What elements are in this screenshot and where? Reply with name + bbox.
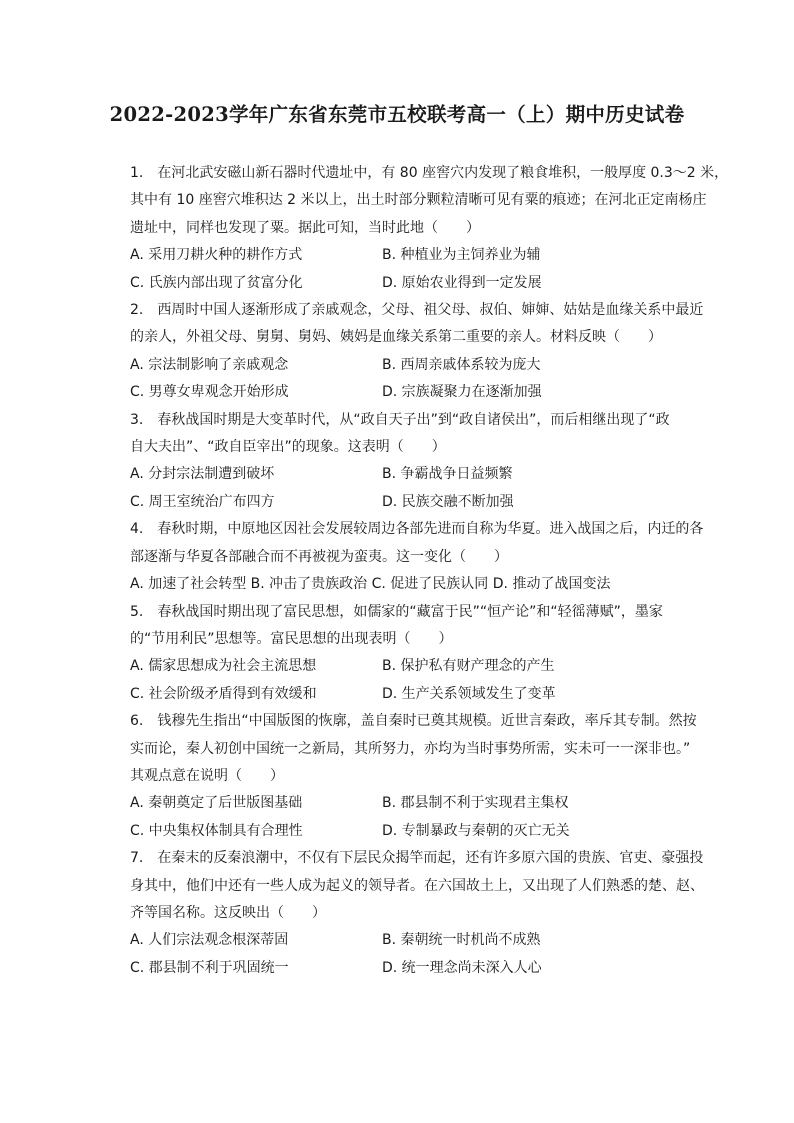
question-2-line-2: 的亲人，外祖父母、舅舅、舅妈、姨妈是血缘关系第二重要的亲人。材料反映（ ） (130, 329, 662, 346)
option-c[interactable]: C. 周王室统治广布四方 (130, 493, 275, 510)
option-c[interactable]: C. 郡县制不利于巩固统一 (130, 959, 289, 976)
option-a[interactable]: A. 分封宗法制遭到破坏 (130, 466, 275, 483)
question-6 (130, 708, 700, 790)
question-1-line-3: 遗址中，同样也发现了粟。据此可知，当时此地（ ） (130, 219, 480, 236)
question-3 (130, 407, 700, 462)
question-5-line-2: 的“节用利民”思想等。富民思想的出现表明（ ） (130, 630, 453, 647)
question-6-line-1: 6. 钱穆先生指出“中国版图的恢廓，盖自秦时已奠其规模。近世言秦政，率斥其专制。然按 (130, 713, 697, 730)
question-4 (130, 516, 704, 571)
option-c[interactable]: C. 男尊女卑观念开始形成 (130, 384, 289, 401)
question-list (130, 160, 729, 982)
question-6-line-2: 实而论，秦人初创中国统一之新局，其所努力，亦均为当时事势所需，实未可一一深非也。” (130, 740, 691, 757)
question-4-line-2: 部逐渐与华夏各部融合而不再被视为蛮夷。这一变化（ ） (130, 548, 508, 565)
option-a[interactable]: A. 采用刀耕火种的耕作方式 (130, 247, 303, 264)
option-d[interactable]: D. 宗族凝聚力在逐渐加强 (382, 384, 542, 401)
question-4-options[interactable]: A. 加速了社会转型 B. 冲击了贵族政治 C. 促进了民族认同 D. 推动了战国变法 (130, 576, 611, 593)
option-a[interactable]: A. 宗法制影响了亲戚观念 (130, 356, 289, 373)
question-5-line-1: 5. 春秋战国时期出现了富民思想，如儒家的“藏富于民”“恒产论”和“轻徭薄赋”，墨家 (130, 603, 663, 620)
question-7-line-3: 齐等国名称。这反映出（ ） (130, 904, 326, 921)
option-b[interactable]: B. 种植业为主饲养业为辅 (382, 247, 541, 264)
question-2-line-1: 2. 西周时中国人逐渐形成了亲戚观念，父母、祖父母、叔伯、婶婶、姑姑是血缘关系中最近 (130, 302, 704, 319)
question-7-line-2: 身其中，他们中还有一些人成为起义的领导者。在六国故土上，又出现了人们熟悉的楚、赵、 (130, 877, 704, 894)
option-d[interactable]: D. 生产关系领域发生了变革 (382, 685, 556, 702)
option-b[interactable]: B. 保护私有财产理念的产生 (382, 658, 555, 675)
option-b[interactable]: B. 郡县制不利于实现君主集权 (382, 795, 569, 812)
option-d[interactable]: D. 民族交融不断加强 (382, 493, 514, 510)
question-7-options (130, 927, 700, 982)
question-5 (130, 599, 700, 654)
question-1-options (130, 242, 700, 297)
question-7-line-1: 7. 在秦末的反秦浪潮中，不仅有下层民众揭竿而起，还有许多原六国的贵族、官吏、豪强投 (130, 850, 704, 867)
option-d[interactable]: D. 专制暴政与秦朝的灭亡无关 (382, 822, 570, 839)
question-1-line-1: 1. 在河北武安磁山新石器时代遗址中，有 80 座窖穴内发现了粮食堆积，一般厚度 0.3～2 米， (130, 165, 729, 181)
option-c[interactable]: C. 中央集权体制具有合理性 (130, 822, 303, 839)
question-6-line-3: 其观点意在说明（ ） (130, 767, 284, 784)
option-a[interactable]: A. 秦朝奠定了后世版图基础 (130, 795, 303, 812)
question-3-line-2: 自大夫出”、“政自臣宰出”的现象。这表明（ ） (130, 439, 446, 456)
question-2-options (130, 352, 700, 407)
option-c[interactable]: C. 氏族内部出现了贫富分化 (130, 274, 303, 291)
option-b[interactable]: B. 秦朝统一时机尚不成熟 (382, 932, 541, 949)
question-3-options (130, 461, 700, 516)
option-c[interactable]: C. 社会阶级矛盾得到有效缓和 (130, 685, 317, 702)
option-b[interactable]: B. 争霸战争日益频繁 (382, 466, 513, 483)
option-b[interactable]: B. 西周亲戚体系较为庞大 (382, 356, 541, 373)
option-d[interactable]: D. 统一理念尚未深入人心 (382, 959, 542, 976)
option-a[interactable]: A. 人们宗法观念根深蒂固 (130, 932, 289, 949)
question-1 (130, 160, 729, 242)
page-title: 2022-2023学年广东省东莞市五校联考高一（上）期中历史试卷 (109, 103, 685, 126)
question-3-line-1: 3. 春秋战国时期是大变革时代，从“政自天子出”到“政自诸侯出”，而后相继出现了“政 (130, 411, 670, 428)
option-a[interactable]: A. 儒家思想成为社会主流思想 (130, 658, 317, 675)
question-4-line-1: 4. 春秋时期，中原地区因社会发展较周边各部先进而自称为华夏。进入战国之后，内迁的各 (130, 521, 704, 538)
question-5-options (130, 653, 700, 708)
question-2 (130, 297, 704, 352)
option-d[interactable]: D. 原始农业得到一定发展 (382, 274, 542, 291)
question-1-line-2: 其中有 10 座窖穴堆积达 2 米以上，出土时部分颗粒清晰可见有粟的痕迹；在河北正定南杨庄 (130, 192, 707, 209)
question-7 (130, 845, 704, 927)
question-6-options (130, 790, 700, 845)
